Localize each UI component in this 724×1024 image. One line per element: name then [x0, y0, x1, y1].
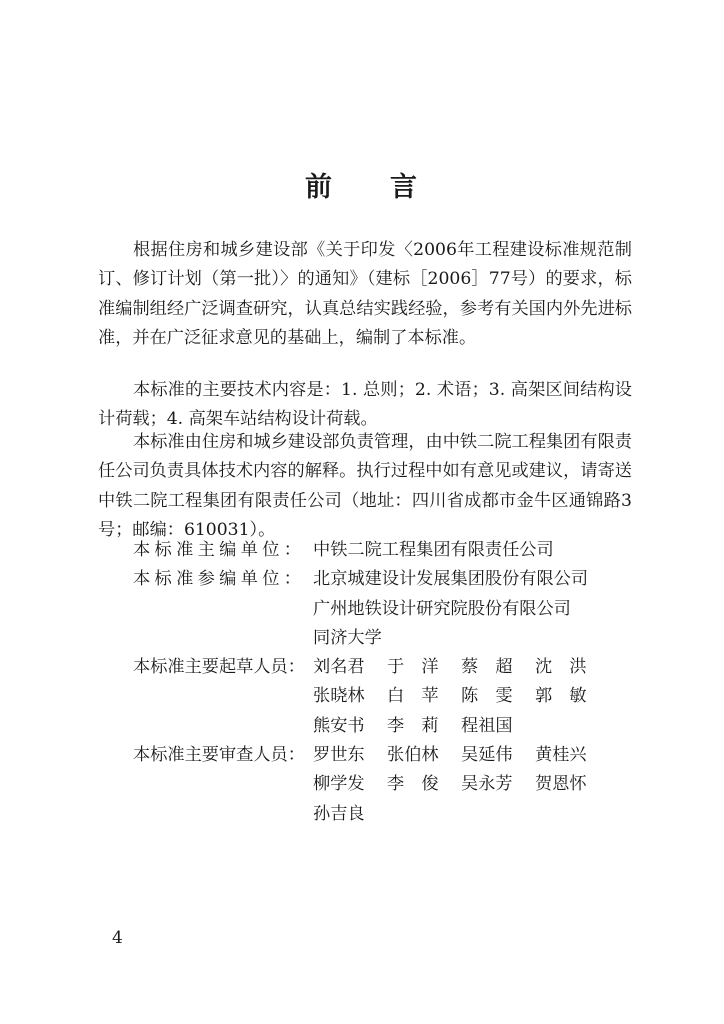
drafter-name: 刘名君	[313, 657, 365, 678]
participating-unit: 北京城建设计发展集团股份有限公司	[313, 569, 589, 590]
drafter-name: 于 洋	[387, 657, 439, 678]
drafter-name: 蔡 超	[461, 657, 513, 678]
paragraph-basis: 根据住房和城乡建设部《关于印发〈2006年工程建设标准规范制订、修订计划（第一批）〉的通知》（建标［2006］77号）的要求，标准编制组经广泛调查研究，认真总结实践经验，参考有关国内外先进标准，并在广泛征求意见的基础上，编制了本标准。	[98, 240, 632, 348]
drafters-names	[313, 653, 609, 741]
chief-unit-row	[133, 536, 609, 565]
drafters-row	[133, 653, 609, 741]
participating-unit: 广州地铁设计研究院股份有限公司	[313, 598, 571, 619]
title-char-2: 言	[390, 172, 419, 203]
paragraph-management: 本标准由住房和城乡建设部负责管理，由中铁二院工程集团有限责任公司负责具体技术内容的解释。执行过程中如有意见或建议，请寄送中铁二院工程集团有限责任公司（地址：四川省成都市金牛区通锦路3号；邮编：610031）。	[98, 432, 632, 540]
drafter-name: 陈 雯	[461, 686, 513, 707]
drafter-name: 李 莉	[387, 715, 439, 736]
chief-unit-label: 本标准主编单位：	[133, 540, 301, 560]
drafter-name: 程祖国	[461, 715, 513, 736]
reviewers-names	[313, 741, 609, 829]
drafter-name: 熊安书	[313, 715, 365, 736]
chief-unit-value: 中铁二院工程集团有限责任公司	[313, 540, 554, 560]
page-title	[0, 165, 724, 204]
reviewer-name: 贺恩怀	[535, 774, 587, 795]
page-number: 4	[112, 928, 123, 948]
title-char-1: 前	[305, 172, 334, 203]
reviewer-name: 张伯林	[387, 745, 439, 766]
participating-units-row	[133, 565, 609, 653]
reviewer-name: 吴延伟	[461, 745, 513, 766]
drafters-label: 本标准主要起草人员：	[133, 657, 305, 678]
drafter-name: 白 苹	[387, 686, 439, 707]
participating-units-label: 本标准参编单位：	[133, 569, 301, 590]
reviewer-name: 黄桂兴	[535, 745, 587, 766]
reviewer-name: 罗世东	[313, 745, 365, 766]
reviewer-name: 柳学发	[313, 774, 365, 795]
participating-unit: 同济大学	[313, 627, 382, 648]
reviewer-name: 李 俊	[387, 774, 439, 795]
paragraph-content: 本标准的主要技术内容是：1. 总则；2. 术语；3. 高架区间结构设计荷载；4. 高架车站结构设计荷载。	[98, 380, 632, 430]
reviewer-name: 吴永芳	[461, 774, 513, 795]
drafter-name: 沈 洪	[535, 657, 587, 678]
reviewers-row	[133, 741, 609, 829]
reviewer-name: 孙吉良	[313, 803, 365, 824]
reviewers-label: 本标准主要审查人员：	[133, 745, 305, 766]
drafter-name: 郭 敏	[535, 686, 587, 707]
credits-table	[133, 536, 609, 829]
drafter-name: 张晓林	[313, 686, 365, 707]
